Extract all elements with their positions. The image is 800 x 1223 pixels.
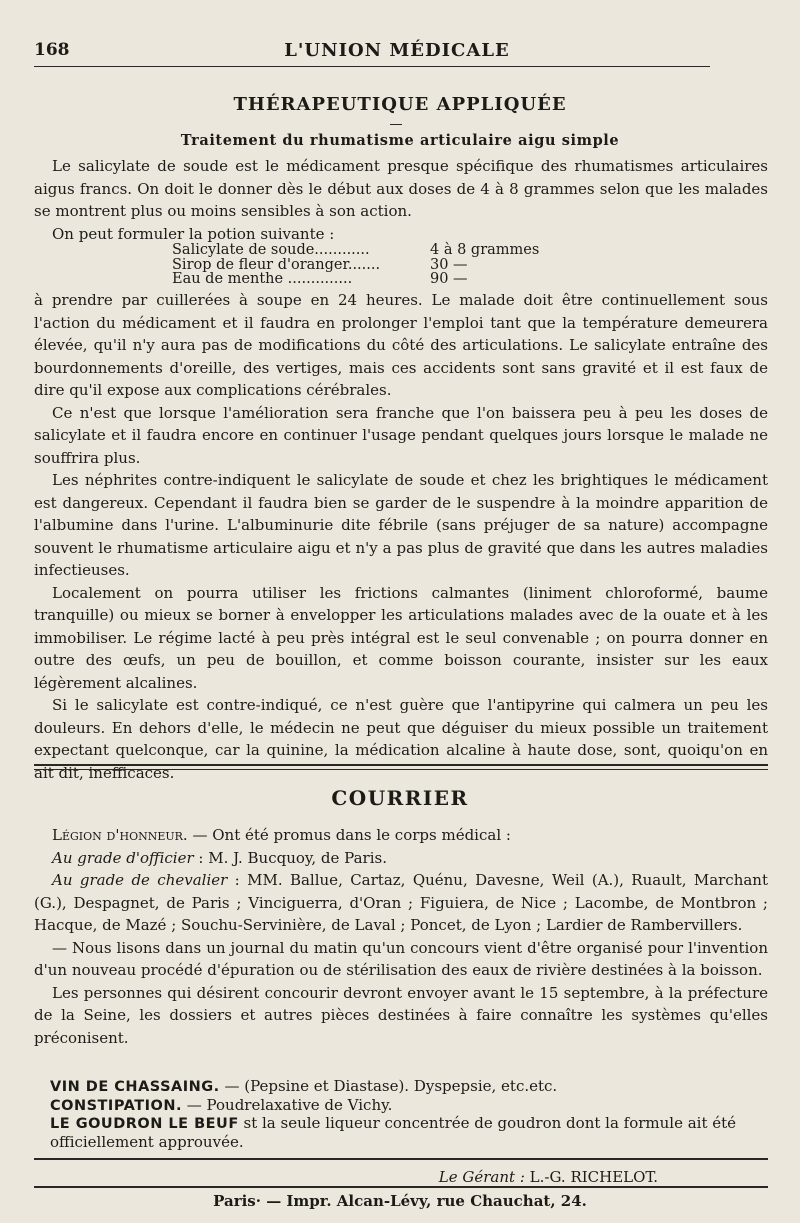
paragraph-localement: Localement on pourra utiliser les frictions calmantes (liniment chloroformé, baume tranquille) ou mieux se borner à envelopper les articulations malades avec de la ouate et à les immobiliser. Le régime lacté à peu près intégral est le seul convenable ; on pourra donner en outre des œufs, un peu de bouillon, et comme boisson courante, insister sur les eaux légèrement alcalines.	[34, 583, 768, 692]
paragraph-officier	[34, 847, 768, 870]
ad-head: LE GOUDRON LE BEUF	[50, 1116, 239, 1132]
formula-quantity: 90 —	[430, 271, 468, 287]
ad-head: VIN DE CHASSAING.	[50, 1079, 220, 1095]
imprint-line: Paris· — Impr. Alcan-Lévy, rue Chauchat, 24.	[213, 1192, 587, 1210]
ad-text: — Poudrelaxative de Vichy.	[181, 1095, 393, 1114]
courrier-body	[34, 824, 768, 1049]
page-number: 168	[34, 40, 70, 60]
header-rule	[34, 66, 710, 67]
formula-ingredient: Sirop de fleur d'oranger.......	[172, 256, 381, 273]
paragraph-antipyrine: Si le salicylate est contre-indiqué, ce n'est guère que l'antipyrine qui calmera un peu les douleurs. En dehors d'elle, le médecin ne peut que déguiser du mieux possible un traitement expectant quelconque, car la quinine, la médication alcaline à haute dose, sont, quoiqu'on en ait dit, inefficaces.	[34, 696, 768, 782]
article-body	[34, 289, 768, 784]
gerant-line	[439, 1168, 658, 1186]
section-rule	[34, 764, 768, 766]
ad-text: — (Pepsine et Diastase). Dyspepsie, etc.etc.	[219, 1077, 558, 1095]
paragraph-posology: à prendre par cuillerées à soupe en 24 heures. Le malade doit être continuellement sous l'action du médicament et il faudra en prolonger l'emploi tant que la température demeurera élevée, qu'il n'y aura pas de modifications du côté des articulations. Le salicylate entraîne des bourdonnements d'oreille, des vertiges, mais ces accidents sont sans gravité et il est faux de dire qu'il expose aux complications cérébrales.	[34, 291, 768, 399]
formula-quantity: 30 —	[430, 256, 468, 273]
paragraph-concours: — Nous lisons dans un journal du matin qu'un concours vient d'être organisé pour l'invention d'un nouveau procédé d'épuration ou de stérilisation des eaux de rivière destinées à la boisson.	[34, 938, 768, 979]
legion-label: Légion d'honneur.	[52, 826, 188, 844]
footer-rule-bottom	[34, 1186, 768, 1188]
gerant-label: Le Gérant :	[438, 1168, 525, 1186]
formula-ingredient: Eau de menthe ..............	[172, 271, 353, 287]
chevalier-label: Au grade de chevalier	[52, 871, 228, 889]
title-dash	[390, 124, 402, 125]
ad-head: CONSTIPATION.	[50, 1097, 182, 1114]
chevalier-text: : MM. Ballue, Cartaz, Quénu, Davesne, Weil (A.), Ruault, Marchant (G.), Despagnet, de Paris ; Vinciguerra, d'Oran ; Figuiera, de Nice ; Lacombe, de Montbron ; Hacque, de Mazé ; Souchu-Servinière, de Laval ; Poncet, de Lyon ; Lardier de Rambervillers.	[34, 871, 769, 934]
section-rule-thin	[34, 769, 768, 770]
paragraph-nephrites: Les néphrites contre-indiquent le salicylate de soude et chez les brightiques le médicament est dangereux. Cependant il faudra bien se garder de le suspendre à la moindre apparition de l'albumine dans l'urine. L'albuminurie dite fébrile (sans préjuger de sa nature) accompagne souvent le rhumatisme articulaire aigu et n'y a pas plus de gravité que dans les autres maladies infectieuses.	[34, 471, 768, 579]
paragraph-amelioration: Ce n'est que lorsque l'amélioration sera franche que l'on baissera peu à peu les doses de salicylate et il faudra encore en continuer l'usage pendant quelques jours lorsque le malade ne souffrira plus.	[34, 403, 768, 467]
section-title-therapeutique: THÉRAPEUTIQUE APPLIQUÉE	[233, 94, 567, 115]
section-title-courrier: COURRIER	[331, 786, 469, 810]
officier-text: : M. J. Bucquoy, de Paris.	[193, 848, 387, 867]
ad-vin-chassaing	[50, 1078, 768, 1097]
paragraph-intro: Le salicylate de soude est le médicament presque spécifique des rhumatismes articulaires aigus francs. On doit le donner dès le début aux doses de 4 à 8 grammes selon que les malades se montrent plus ou moins sensibles à son action.	[34, 157, 768, 220]
formula-ingredient: Salicylate de soude............	[172, 242, 370, 258]
gerant-name: L.-G. RICHELOT.	[524, 1168, 658, 1186]
formula-quantity: 4 à 8 grammes	[430, 242, 540, 258]
paragraph-personnes: Les personnes qui désirent concourir devront envoyer avant le 15 septembre, à la préfecture de la Seine, les dossiers et autres pièces destinées à faire connaître les systèmes qu'elles préconisent.	[34, 983, 768, 1047]
paragraph-legion	[34, 824, 768, 847]
ad-constipation	[50, 1097, 768, 1116]
running-title: L'UNION MÉDICALE	[284, 40, 510, 61]
formula-intro: On peut formuler la potion suivante :	[52, 224, 335, 243]
ad-goudron	[50, 1115, 768, 1151]
article-subtitle: Traitement du rhumatisme articulaire aigu simple	[180, 132, 620, 149]
article-intro-block	[34, 155, 768, 245]
ad-text: st la seule liqueur concentrée de goudron dont la formule ait été officiellement approuvée.	[50, 1114, 737, 1151]
legion-text: — Ont été promus dans le corps médical :	[187, 826, 511, 844]
advertisements	[50, 1078, 768, 1151]
paragraph-chevalier	[34, 869, 768, 937]
footer-rule	[34, 1158, 768, 1160]
officier-label: Au grade d'officier	[52, 848, 194, 867]
